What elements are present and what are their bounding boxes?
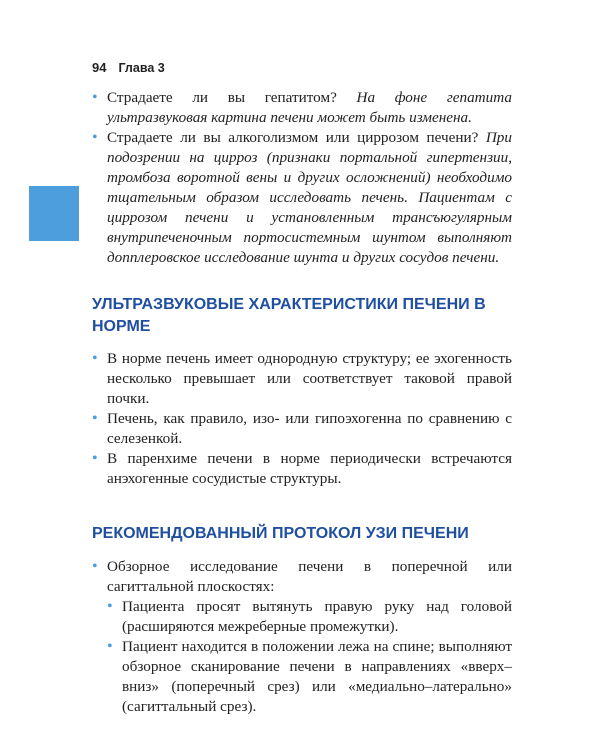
intro-question-list — [92, 88, 512, 268]
chapter-label: Глава 3 — [118, 61, 165, 75]
list-item — [92, 128, 512, 268]
list-item — [92, 88, 512, 128]
chapter-thumb-tab — [29, 186, 79, 241]
question-comment: На фоне гепатита ультразвуковая картина печени может быть изменена. — [107, 89, 512, 126]
protocol-item-text: Обзорное исследование печени в поперечной или сагиттальной плоскостях: — [107, 558, 512, 595]
running-head — [92, 60, 165, 75]
list-item — [92, 557, 512, 717]
list-item: • В норме печень имеет однородную структуру; ее эхогенность несколько превышает или соответствует таковой правой почки. — [92, 349, 512, 409]
page-body — [92, 88, 512, 717]
question-text: Страдаете ли вы гепатитом? — [107, 89, 357, 106]
section-heading-protocol: РЕКОМЕНДОВАННЫЙ ПРОТОКОЛ УЗИ ПЕЧЕНИ — [92, 525, 469, 542]
list-item: • В паренхиме печени в норме периодически встречаются анэхогенные сосудистые структуры. — [92, 449, 512, 489]
list-item: • Печень, как правило, изо- или гипоэхогенна по сравнению с селезенкой. — [92, 409, 512, 449]
sub-list-item: • Пациента просят вытянуть правую руку над головой (расширяются межреберные промежутки). — [107, 597, 512, 637]
question-text: Страдаете ли вы алкоголизмом или циррозом печени? — [107, 129, 486, 146]
normal-liver-list — [92, 349, 512, 489]
protocol-sublist — [107, 597, 512, 717]
page-number: 94 — [92, 60, 107, 75]
question-comment: При подозрении на цирроз (признаки портальной гипертензии, тромбоза воротной вены и других осложнений) необходимо тщательным образом исследовать печень. Пациентам с циррозом печени и установленным трансъюгулярным внутрипеченочным портосистемным шунтом выполняют допплеровское исследование шунта и других сосудов печени. — [107, 129, 512, 266]
protocol-list — [92, 557, 512, 717]
section-heading-normal-liver: УЛЬТРАЗВУКОВЫЕ ХАРАКТЕРИСТИКИ ПЕЧЕНИ В НОРМЕ — [92, 296, 486, 335]
sub-list-item: • Пациент находится в положении лежа на спине; выполняют обзорное сканирование печени в направлениях «вверх–вниз» (поперечный срез) или «медиально–латерально» (сагиттальный срез). — [107, 637, 512, 717]
